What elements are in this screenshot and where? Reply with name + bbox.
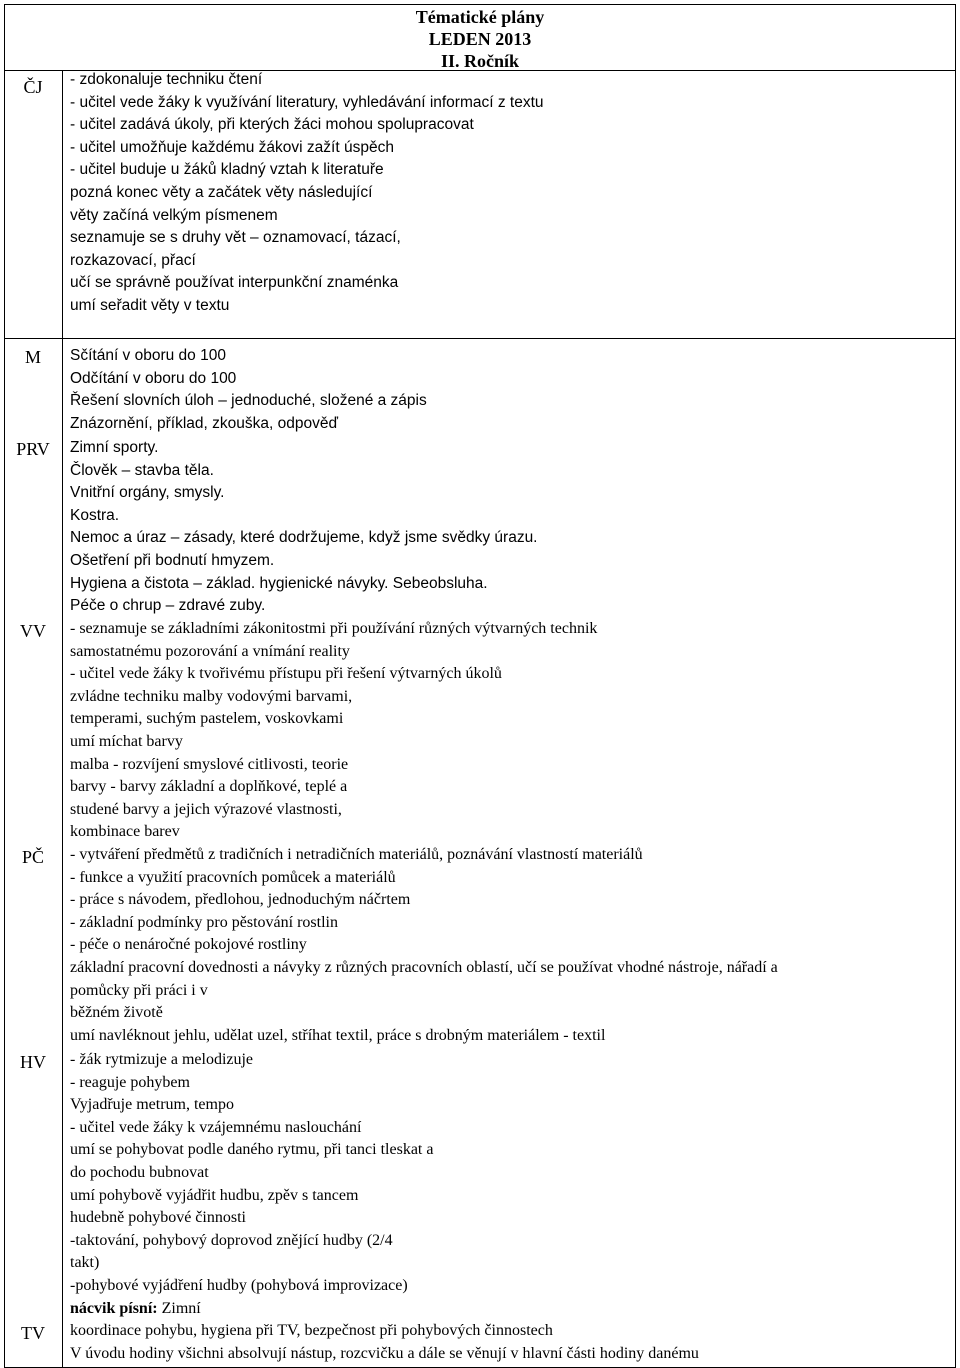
prv-line: Vnitřní orgány, smysly. [70, 484, 225, 502]
hv-line: hudebně pohybové činnosti [70, 1209, 246, 1227]
prv-line: Nemoc a úraz – zásady, které dodržujeme, když jsme svědky úrazu. [70, 529, 538, 547]
subject-code-tv: TV [21, 1323, 45, 1343]
page-month: LEDEN 2013 [428, 29, 532, 49]
prv-line: Kostra. [70, 506, 120, 524]
hv-song-practice-value: Zimní [157, 1299, 201, 1317]
subject-content-tv [70, 1320, 950, 1365]
cj-line: - učitel vede žáky k využívání literatury, vyhledávání informací z textu [70, 93, 544, 111]
vv-line: umí míchat barvy [70, 732, 183, 750]
tv-line: V úvodu hodiny všichni absolvují nástup, rozcvičku a dále se věnují v hlavní části hodiny danému [70, 1344, 699, 1362]
vv-line: malba - rozvíjení smyslové citlivosti, teorie [70, 755, 349, 773]
tv-line: koordinace pohybu, hygiena při TV, bezpečnost při pohybových činnostech [70, 1322, 553, 1339]
prv-line: Zimní sporty. [70, 439, 159, 456]
cj-line: - učitel zadává úkoly, při kterých žáci mohou spolupracovat [70, 116, 474, 134]
hv-line-song-practice [70, 1298, 950, 1321]
m-line: Řešení slovních úloh – jednoduché, složené a zápis [70, 392, 427, 410]
cj-line: věty začíná velkým písmenem [70, 206, 278, 224]
subject-code-m: M [24, 347, 41, 367]
subject-content-pc [70, 844, 950, 1047]
subject-content-hv [70, 1049, 950, 1320]
vv-line: temperami, suchým pastelem, voskovkami [70, 710, 344, 728]
vv-line: - seznamuje se základními zákonitostmi při používání různých výtvarných technik [70, 620, 598, 637]
hv-line: - reaguje pohybem [70, 1073, 190, 1091]
hv-line: umí pohybově vyjádřit hudbu, zpěv s tancem [70, 1186, 359, 1204]
subject-content-prv [70, 437, 950, 618]
prv-line: Člověk – stavba těla. [70, 461, 214, 479]
cj-line: umí seřadit věty v textu [70, 296, 230, 314]
cj-line: rozkazovací, přací [70, 251, 196, 269]
prv-line: Ošetření při bodnutí hmyzem. [70, 551, 275, 569]
subject-content-m [70, 345, 950, 435]
plan-sheet [4, 4, 956, 1368]
subject-code-prv: PRV [16, 439, 50, 459]
subject-content-vv [70, 618, 950, 844]
hv-line: -taktování, pohybový doprovod znějící hudby (2/4 [70, 1231, 393, 1249]
pc-line: - péče o nenáročné pokojové rostliny [70, 936, 307, 954]
prv-line: Péče o chrup – zdravé zuby. [70, 597, 266, 615]
hv-line: - žák rytmizuje a melodizuje [70, 1051, 254, 1068]
cj-line: - učitel buduje u žáků kladný vztah k literatuře [70, 161, 384, 179]
vv-line: - učitel vede žáky k tvořivému přístupu při řešení výtvarných úkolů [70, 665, 502, 683]
cj-divider [4, 338, 956, 339]
subject-code-cj: ČJ [23, 77, 43, 97]
subject-code-hv: HV [20, 1052, 46, 1072]
hv-line: Vyjadřuje metrum, tempo [70, 1096, 234, 1114]
pc-line: základní pracovní dovednosti a návyky z různých pracovních oblastí, učí se používat vhodné nástroje, nářadí a [70, 958, 778, 976]
m-line: Znázornění, příklad, zkouška, odpověď [70, 414, 339, 432]
prv-line: Hygiena a čistota – základ. hygienické návyky. Sebeobsluha. [70, 574, 488, 592]
cj-line: - zdokonaluje techniku čtení [70, 71, 263, 88]
hv-line: do pochodu bubnovat [70, 1163, 209, 1181]
subject-content-cj [70, 69, 950, 318]
subject-code-vv: VV [20, 621, 46, 641]
cj-line: - učitel umožňuje každému žákovi zažít úspěch [70, 138, 394, 156]
cj-line: pozná konec věty a začátek věty následující [70, 183, 373, 201]
vv-line: barvy - barvy základní a doplňkové, teplé a [70, 778, 348, 796]
m-line: Sčítání v oboru do 100 [70, 347, 226, 364]
subject-code-pc: PČ [21, 847, 45, 867]
pc-line: - práce s návodem, předlohou, jednoduchým náčrtem [70, 891, 411, 909]
pc-line: - funkce a využití pracovních pomůcek a materiálů [70, 868, 396, 886]
vv-line: kombinace barev [70, 823, 180, 841]
pc-line: pomůcky při práci i v [70, 981, 208, 999]
m-line: Odčítání v oboru do 100 [70, 369, 237, 387]
hv-line: takt) [70, 1254, 100, 1272]
pc-line: - vytváření předmětů z tradičních i netradičních materiálů, poznávání vlastností materiálů [70, 846, 643, 863]
hv-line: - učitel vede žáky k vzájemnému naslouchání [70, 1118, 362, 1136]
page-grade: II. Ročník [440, 51, 520, 71]
pc-line: - základní podmínky pro pěstování rostlin [70, 913, 338, 931]
vv-line: zvládne techniku malby vodovými barvami, [70, 687, 353, 705]
hv-line: -pohybové vyjádření hudby (pohybová improvizace) [70, 1276, 408, 1294]
vv-line: studené barvy a jejich výrazové vlastnosti, [70, 800, 342, 818]
vv-line: samostatnému pozorování a vnímání reality [70, 642, 350, 660]
page-title: Tématické plány [415, 7, 545, 27]
subject-column-divider [62, 70, 63, 1368]
cj-line: seznamuje se s druhy vět – oznamovací, tázací, [70, 229, 401, 247]
hv-line: umí se pohybovat podle daného rytmu, při tanci tleskat a [70, 1141, 434, 1159]
pc-line: běžném životě [70, 1004, 163, 1022]
cj-line: učí se správně používat interpunkční znaménka [70, 274, 399, 292]
hv-song-practice-label: nácvik písní: [70, 1299, 158, 1317]
pc-line: umí navléknout jehlu, udělat uzel, stříhat textil, práce s drobným materiálem - textil [70, 1026, 606, 1044]
